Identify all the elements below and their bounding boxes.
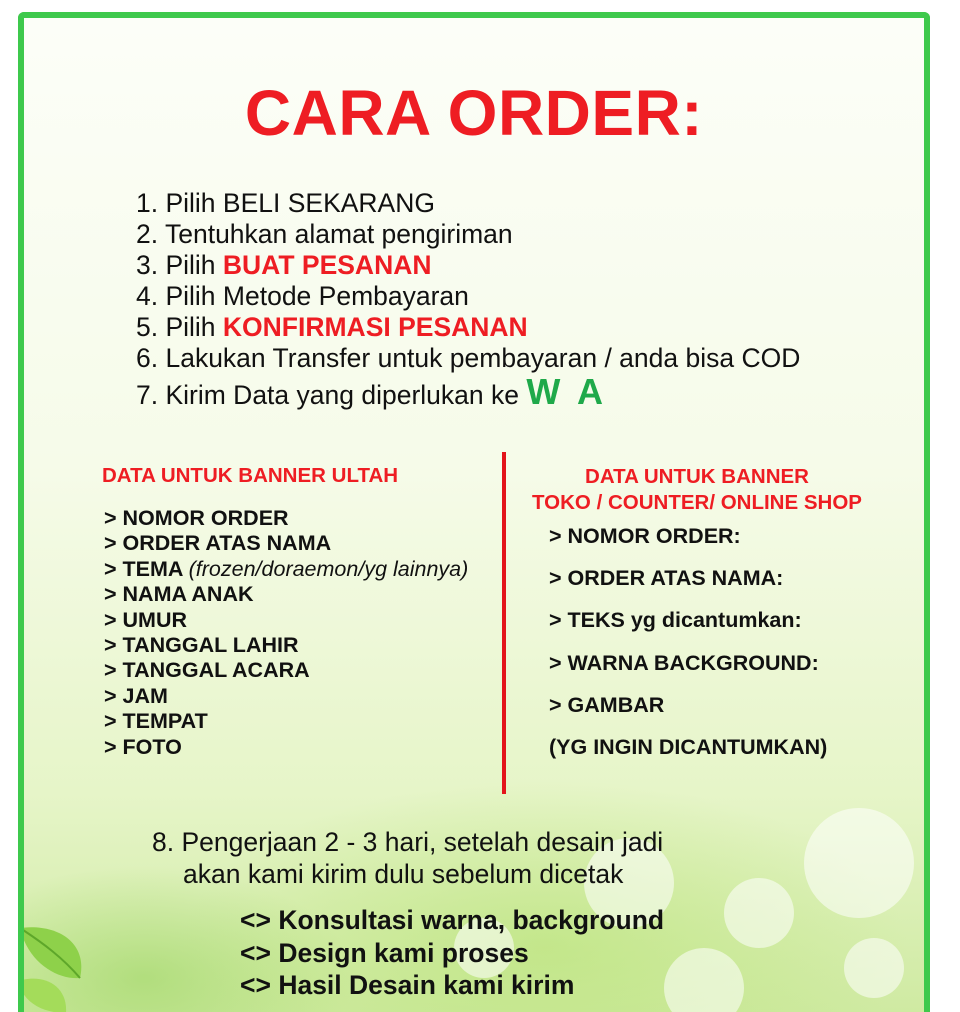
service-item: <> Hasil Desain kami kirim — [240, 970, 575, 1000]
step-3-highlight: BUAT PESANAN — [222, 250, 432, 280]
list-item: > NOMOR ORDER: — [549, 524, 741, 548]
right-column-title-line1: DATA UNTUK BANNER — [585, 465, 809, 488]
list-item: > TANGGAL LAHIR — [104, 633, 299, 658]
list-item: > NAMA ANAK — [104, 582, 254, 607]
list-item: > NOMOR ORDER — [104, 506, 289, 530]
list-item: > UMUR — [104, 607, 188, 632]
list-item-label: > TEMA — [104, 556, 183, 581]
list-item: > FOTO — [104, 734, 182, 759]
step-5-text: 5. Pilih — [136, 312, 223, 342]
list-item: > TEMPAT — [104, 709, 208, 734]
step-5-highlight: KONFIRMASI PESANAN — [222, 312, 528, 342]
step-4: 4. Pilih Metode Pembayaran — [136, 281, 469, 311]
tema-note: (frozen/doraemon/yg lainnya) — [188, 556, 469, 581]
step-8 — [152, 826, 663, 890]
list-item: (YG INGIN DICANTUMKAN) — [549, 734, 828, 759]
step-6: 6. Lakukan Transfer untuk pembayaran / anda bisa COD — [136, 343, 801, 373]
step-7-highlight: W A — [526, 371, 607, 412]
step-5 — [136, 312, 800, 343]
list-item: > JAM — [104, 683, 168, 708]
right-column-title — [522, 464, 872, 516]
column-divider — [502, 452, 506, 794]
right-column-title-line2: TOKO / COUNTER/ ONLINE SHOP — [532, 491, 862, 514]
step-8-line2: akan kami kirim dulu sebelum dicetak — [183, 859, 624, 889]
right-column-list — [549, 524, 827, 777]
page-title: CARA ORDER: — [244, 77, 704, 149]
list-item: > GAMBAR — [549, 692, 665, 717]
left-column-title: DATA UNTUK BANNER ULTAH — [102, 464, 399, 487]
service-item: <> Konsultasi warna, background — [240, 905, 665, 935]
step-7-text: 7. Kirim Data yang diperlukan ke — [136, 380, 527, 410]
bokeh-decoration — [844, 938, 904, 998]
list-item: > WARNA BACKGROUND: — [549, 650, 819, 675]
list-item — [104, 557, 468, 582]
step-3-text: 3. Pilih — [136, 250, 223, 280]
leaf-icon — [18, 973, 78, 1012]
list-item: > ORDER ATAS NAMA: — [549, 566, 784, 591]
poster-frame — [18, 12, 930, 1012]
step-2: 2. Tentuhkan alamat pengiriman — [136, 219, 513, 249]
bokeh-decoration — [804, 808, 914, 918]
service-item: <> Design kami proses — [240, 937, 529, 968]
step-3 — [136, 250, 800, 281]
list-item: > TEKS yg dicantumkan: — [549, 608, 802, 633]
step-8-line1: 8. Pengerjaan 2 - 3 hari, setelah desain jadi — [152, 827, 664, 857]
bokeh-decoration — [664, 948, 744, 1012]
step-7 — [136, 371, 800, 412]
service-list — [240, 904, 664, 1002]
list-item: > ORDER ATAS NAMA — [104, 531, 332, 556]
list-item: > TANGGAL ACARA — [104, 658, 310, 683]
step-1: 1. Pilih BELI SEKARANG — [136, 188, 435, 218]
left-column-list — [104, 506, 468, 760]
order-steps — [136, 188, 800, 411]
bokeh-decoration — [724, 878, 794, 948]
